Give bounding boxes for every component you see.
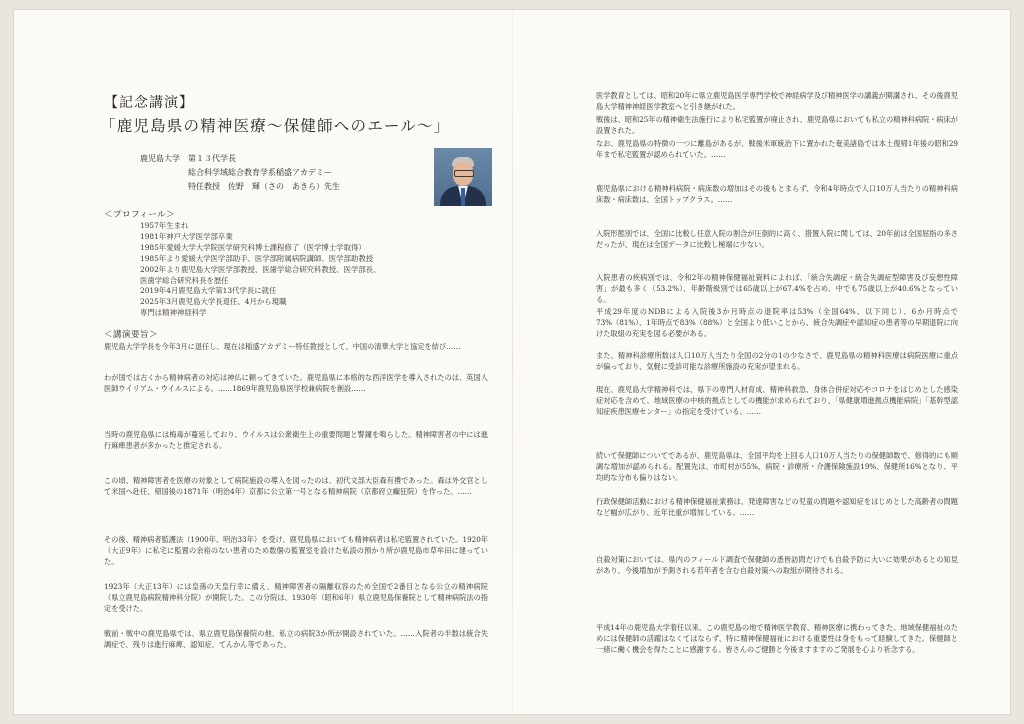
lecture-title: 「鹿児島県の精神医療～保健師へのエール～」 — [100, 117, 451, 135]
closing-paragraph: 平成14年の鹿児島大学着任以来、この鹿児島の地で精神医学教育、精神医療に携わってきた。地域保健福祉のためには保健師の活躍はなくてはならず、特に精神保健福祉における重要性は身をもって経験してきた。保健師と一緒に働く機会を得たことに感謝する。皆さんのご健勝と今後ますますのご発展を心より祈念する。 — [596, 623, 958, 655]
speaker-affiliation: 総合科学域総合教育学系稲盛アカデミー — [188, 168, 332, 177]
profile-item: 2019年4月鹿児島大学第13代学長に就任 — [140, 286, 277, 296]
speaker-name: 特任教授 佐野 輝（さの あきら）先生 — [188, 182, 340, 191]
paragraph: 行政保健師活動における精神保健福祉業務は、発達障害などの児童の問題や認知症をはじめとした高齢者の問題など幅が広がり、近年比重が増加している。…… — [596, 497, 958, 518]
profile-item: 1957年生まれ — [140, 221, 189, 230]
paragraph: 自殺対策においては、県内のフィールド調査で保健師の悉皆訪問だけでも自殺予防に大いに効果があるとの知見があり、今後増加が予測される若年者を含む自殺対策への取組が期待される。 — [596, 555, 958, 576]
section-heading: 【記念講演】 — [104, 95, 194, 111]
center-fold — [512, 10, 513, 714]
paragraph: また、精神科診療所数は人口10万人当たり全国の2分の1の少なさで、鹿児島県の精神科医療は病院医療に重点が偏っており、気軽に受診可能な診療所施設の充実が望まれる。 — [596, 351, 958, 372]
paragraph: 入院形態別では、全国に比較し任意入院の割合が圧倒的に高く、措置入院に関しては、20年前は全国屈指の多さだったが、現在は全国データに比較し極端に少ない。 — [596, 229, 958, 250]
paragraph: 医学教育としては、昭和20年に県立鹿児島医学専門学校で神経病学及び精神医学の講義が開講され、その後鹿児島大学精神神経医学教室へと引き継がれた。 — [596, 91, 958, 112]
paragraph: 現在、鹿児島大学精神科では、県下の専門人材育成、精神科救急、身体合併症対応やコロナをはじめとした感染症対応を含めて、地域医療の中核的拠点としての機能が求められており、「県健康増進拠点機能病院」「基幹型認知症疾患医療センター」の指定を受けている。…… — [596, 385, 958, 417]
paragraph: 鹿児島大学学長を今年3月に退任し、現在は稲盛アカデミー特任教授として、中国の清華大学と協定を結び…… — [104, 342, 461, 351]
paragraph: 続いて保健師についてであるが、鹿児島県は、全国平均を上回る人口10万人当たりの保健師数で、修得的にも順調な増加が認められる。配置先は、市町村が55%、病院・診療所・介護保険施設19%、保健所16%となり、平均的な分布も偏りはない。 — [596, 451, 958, 483]
profile-item: 1981年神戸大学医学部卒業 — [140, 231, 233, 241]
speaker-position: 鹿児島大学 第１３代学長 — [140, 154, 236, 163]
paragraph: なお、鹿児島県の特徴の一つに離島があるが、戦後米軍統治下に置かれた奄美諸島では本土復帰1年後の昭和29年まで私宅監置が認められていた。…… — [596, 139, 958, 160]
paragraph: 1923年（大正13年）には皇孫の天皇行幸に備え、精神障害者の隔離収容のため全国で2番目となる公立の精神病院（県立鹿児島病院精神科分院）が開院した。この分院は、1930年（昭和6年）県立鹿児島保養院として精神病院法の指定を受けた。 — [104, 582, 488, 614]
document-sheet — [14, 10, 1010, 714]
summary-heading: ＜講演要旨＞ — [104, 330, 159, 340]
profile-item: 1985年愛媛大学大学院医学研究科博士課程修了（医学博士学取得） — [140, 242, 366, 252]
profile-list — [140, 221, 480, 319]
profile-item: 2002年より鹿児島大学医学部教授、医歯学総合研究科教授、医学部長、 — [140, 264, 381, 274]
profile-heading: ＜プロフィール＞ — [104, 210, 176, 220]
paragraph: わが国では古くから精神病者の対応は神仏に頼ってきていた。鹿児島県に本格的な西洋医学を導入されたのは、英国人医師ウイリアム・ウイルスによる。……1869年鹿児島県医学校兼病院を創設…… — [104, 373, 488, 394]
paragraph: 戦後は、昭和25年の精神衛生法施行により私宅監置が廃止され、鹿児島県においても私立の精神科病院・病床が設置された。 — [596, 115, 958, 136]
speaker-portrait — [434, 148, 492, 206]
profile-item: 専門は精神神経科学 — [140, 308, 207, 318]
profile-item: 2025年3月鹿児島大学長退任、4月から現職 — [140, 297, 287, 307]
paragraph: 平成29年度のNDBによる入院後3か月時点の退院率は53%（全国64%、以下同じ）、6か月時点で73%（81%）、1年時点で83%（88%）と全国より低いことから、統合失調症や認知症の患者等の早期退院に向けた取組の充実を図る必要がある。 — [596, 307, 958, 339]
paragraph: 当時の鹿児島県には梅毒が蔓延しており、ウイルスは公衆衛生上の重要問題と警鐘を鳴らした。精神障害者の中には進行麻痺患者が多かったと推定される。 — [104, 430, 488, 451]
speaker-info — [140, 152, 390, 194]
paragraph: 鹿児島県における精神科病院・病床数の増加はその後もとまらず、令和4年時点で人口10万人当たりの精神科病床数・病床数は、全国トップクラス。…… — [596, 184, 958, 205]
paragraph: 入院患者の疾病別では、令和2年の精神保健福祉資料によれば、「統合失調症・統合失調症型障害及び妄想性障害」が最も多く（53.2%）、年齢階級別では65歳以上が67.4%を占め、中でも75歳以上が40.6%となっている。 — [596, 273, 958, 305]
profile-item: 医歯学総合研究科長を歴任 — [140, 275, 229, 285]
paragraph: 戦前・戦中の鹿児島県では、県立鹿児島保養院の他、私立の病院3か所が開設されていた。……入院者の半数は統合失調症で、残りは進行麻痺、認知症、てんかん等であった。 — [104, 629, 488, 650]
paragraph: その後、精神病者監護法（1900年、明治33年）を受け、鹿児島県においても精神病者は私宅監置されていた。1920年（大正9年）に私宅に監置の余裕のない患者のため数個の監置室を設けた私設の預かり所が鹿児島市草牟田に建っていた。 — [104, 535, 488, 567]
paragraph: この頃、精神障害者を医療の対象として病院施設の導入を図ったのは、初代文部大臣森有禮であった。森は外交官として米国へ赴任、帰国後の1871年（明治4年）京都に公立第一号となる精神病院（京都府立癲狂院）を作った。…… — [104, 476, 488, 497]
profile-item: 1985年より愛媛大学医学部助手、医学部附属病院講師、医学部助教授 — [140, 253, 374, 263]
